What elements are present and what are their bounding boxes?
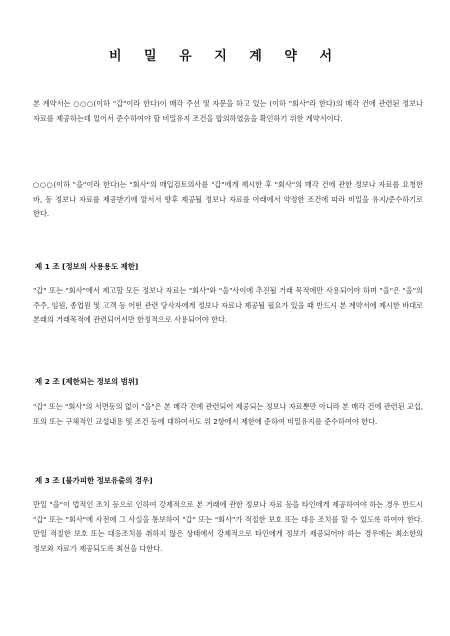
article-2-number: 제 2 조: [35, 377, 60, 386]
article-1-body: "갑" 또는 "회사"에서 제고할 모든 정보나 자료는 "회사"와 "을"사이에 추진될 거래 목적에만 사용되어야 하며 "을"은 "을"의 주주, 임원, 종업원 및 고객 등 어떤 관련 당사자에게 정보나 자료나 제공될 필요가 있을 때 반드시 본 계약서에 제시한 바대로 본래의 거래목적에 관련되어서만 한정적으로 사용되어야 한다.: [33, 286, 423, 324]
intro-paragraph-1: 본 계약서는 ○○○(이하 "갑"이라 한다)이 매각 주선 및 자문을 하고 있는 (이하 "회사"라 한다)의 매각 건에 관련된 정보나 자료를 제공하는데 있어서 준수하여야 할 비밀유지 조건을 합의하였음을 확인하기 위한 계약서이다.: [33, 99, 423, 123]
article-2-heading: [35, 377, 138, 387]
article-2-body: "갑" 또는 "회사"의 서면동의 없이 "을"은 본 매각 건에 관련되어 제공되는 정보나 자료뿐만 아니라 본 매각 건에 관련된 교섭, 또의 또는 구체적인 교섭내용 및 조건 등에 대하여서도 위 2항에서 제한에 준하여 비밀유지를 준수하여야 한다.: [33, 402, 423, 426]
article-1-title: [정보의 사용용도 제한]: [62, 262, 139, 271]
article-3-number: 제 3 조: [35, 476, 60, 485]
article-2-title: [제한되는 정보의 범위]: [62, 377, 139, 386]
document-title: 비 밀 유 지 계 약 서: [108, 49, 342, 64]
article-3-body: 만일 "을"이 법적인 조치 등으로 인하여 강제적으로 본 거래에 관한 정보나 자료 등을 타인에게 제공하여야 하는 경우 반드시 "갑" 또는 "회사"에 사전에 그 사실을 통보하여 "갑" 또는 "회사"가 적절한 보호 또는 대응 조치를 할 수 있도록 하여야 한다. 만일 적절한 보호 또는 대응조치를 취하지 않은 상태에서 강제적으로 타인에게 정보가 제공되어야 하는 경우에는 최소한의 정보와 자료가 제공되도록 최선을 다한다.: [33, 500, 423, 553]
intro-paragraph-2: ○○○(이하 "을"이라 한다)는 "회사"의 매입검토의사를 "갑"에게 제시한 후 "회사"의 매각 건에 관한 정보나 자료를 요청한 바, 동 정보나 자료를 제공받기에 앞서서 향후 제공될 정보나 자료를 아래에서 약정한 조건에 따라 비밀을 유지/준수하기로 한다.: [33, 180, 423, 218]
article-3-heading: [35, 476, 153, 486]
article-3-title: [불가피한 정보유출의 경우]: [62, 476, 153, 485]
article-1-number: 제 1 조: [35, 262, 60, 271]
article-1-heading: [35, 262, 138, 272]
